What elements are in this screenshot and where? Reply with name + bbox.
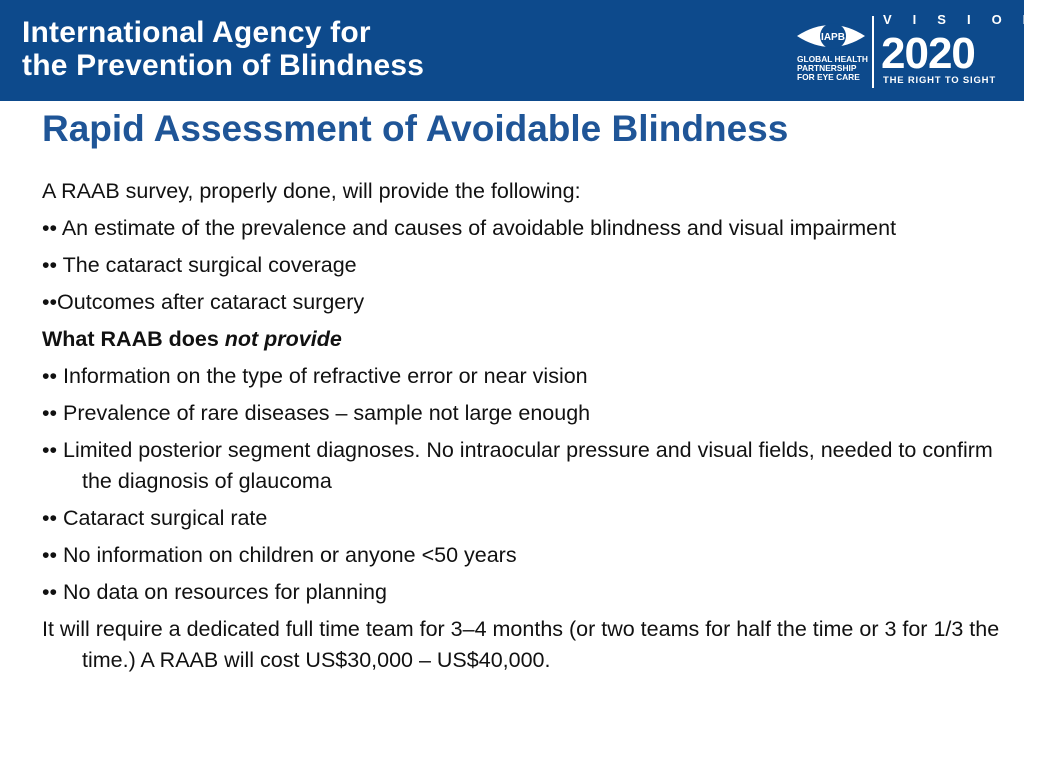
not-provide-item: •• Information on the type of refractive error or near vision — [42, 364, 588, 388]
slide-body — [42, 176, 1002, 682]
intro-text: A RAAB survey, properly done, will provide the following: — [42, 179, 581, 203]
not-provide-item: •• No data on resources for planning — [42, 580, 387, 604]
vision-2020-logo-icon — [881, 28, 1013, 78]
provide-item: ••Outcomes after cataract surgery — [42, 290, 365, 314]
iapb-subtitle-line-2: PARTNERSHIP — [797, 63, 857, 73]
iapb-subtitle — [797, 55, 868, 82]
iapb-subtitle-line-1: GLOBAL HEALTH — [797, 54, 868, 64]
org-name-line-2: the Prevention of Blindness — [22, 49, 425, 82]
header-banner — [0, 0, 1053, 101]
org-name-line-1: International Agency for — [22, 16, 371, 49]
not-provide-item: •• Cataract surgical rate — [42, 506, 268, 530]
organization-name — [22, 16, 424, 82]
not-provide-item: •• Prevalence of rare diseases – sample not large enough — [42, 401, 591, 425]
vision-year: 2020 — [881, 29, 975, 78]
not-provide-heading — [42, 324, 1002, 355]
not-provide-item: •• Limited posterior segment diagnoses. No intraocular pressure and visual fields, needed to confirm the diagnosis of glaucoma — [42, 438, 993, 493]
iapb-subtitle-line-3: FOR EYE CARE — [797, 72, 860, 82]
vision-tagline: THE RIGHT TO SIGHT — [883, 75, 996, 86]
not-provide-heading-emphasis: not provide — [224, 327, 342, 351]
logo-divider — [872, 16, 874, 88]
not-provide-heading-text: What RAAB does — [42, 327, 225, 351]
vision-wordmark: VISION — [883, 12, 1053, 27]
provide-item: •• An estimate of the prevalence and causes of avoidable blindness and visual impairment — [42, 216, 897, 240]
iapb-eye-logo-icon — [795, 18, 867, 54]
partner-logos — [793, 12, 1053, 92]
provide-item: •• The cataract surgical coverage — [42, 253, 357, 277]
not-provide-item: •• No information on children or anyone <50 years — [42, 543, 517, 567]
closing-text: It will require a dedicated full time team for 3–4 months (or two teams for half the time or 3 for 1/3 the time.) A RAAB will cost US$30,000 – US$40,000. — [42, 617, 1000, 672]
iapb-abbreviation: IAPB — [821, 32, 845, 43]
slide-title: Rapid Assessment of Avoidable Blindness — [42, 108, 789, 149]
